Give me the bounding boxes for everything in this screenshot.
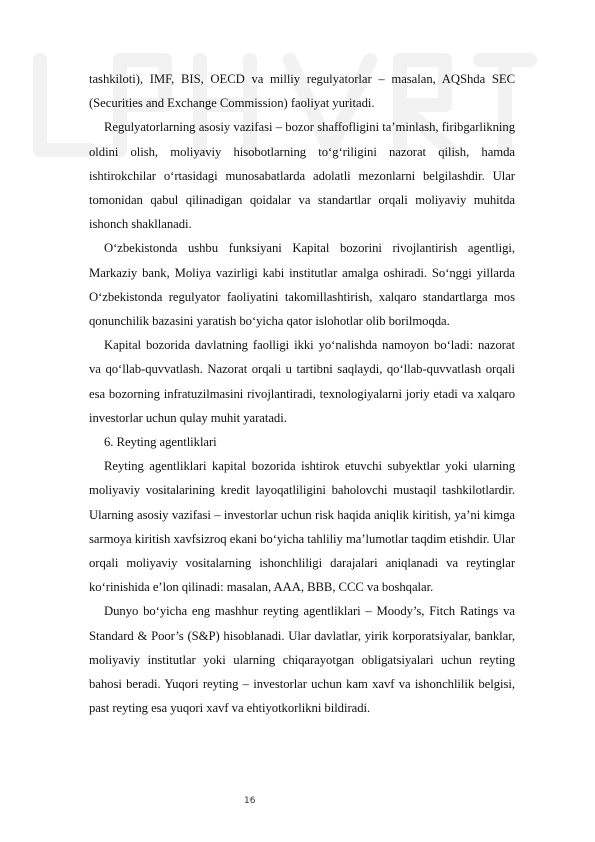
paragraph: Regulyatorlarning asosiy vazifasi – bozor shaffofligini ta’minlash, firibgarlikning oldini olish, moliyaviy hisobotlarning to‘g‘riligini nazorat qilish, hamda ishtirokchilar o‘rtasidagi munosabatlarda adolatli mezonlarni belgilashdir. Ular tomonidan qabul qilinadigan qoidalar va standartlar orqali moliyaviy muhitda ishonch shakllanadi.	[89, 120, 515, 232]
page-number: 16	[244, 796, 256, 806]
paragraph: O‘zbekistonda ushbu funksiyani Kapital bozorini rivojlantirish agentligi, Markaziy bank, Moliya vazirligi kabi institutlar amalga oshiradi. So‘nggi yillarda O‘zbekistonda regulyator faoliyatini takomillashtirish, xalqaro standartlarga mos qonunchilik bazasini yaratish bo‘yicha qator islohotlar olib borilmoqda.	[89, 241, 515, 329]
section-heading: 6. Reyting agentliklari	[104, 435, 217, 450]
paragraph: Kapital bozorida davlatning faolligi ikki yo‘nalishda namoyon bo‘ladi: nazorat va qo‘llab-quvvatlash. Nazorat orqali u tartibni saqlaydi, qo‘llab-quvvatlash orqali esa bozorning infratuzilmasini rivojlantiradi, texnologiyalarni joriy etadi va xalqaro investorlar uchun qulay muhit yaratadi.	[89, 338, 515, 425]
document-body	[89, 67, 515, 720]
paragraph: Dunyo bo‘yicha eng mashhur reyting agentliklari – Moody’s, Fitch Ratings va Standard & Poor’s (S&P) hisoblanadi. Ular davlatlar, yirik korporatsiyalar, banklar, moliyaviy institutlar yoki ularning chiqarayotgan obligatsiyalari uchun reyting bahosi beradi. Yuqori reyting – investorlar uchun kam xavf va ishonchlilik belgisi, past reyting esa yuqori xavf va ehtiyotkorlikni bildiradi.	[89, 604, 515, 716]
paragraph: Reyting agentliklari kapital bozorida ishtirok etuvchi subyektlar yoki ularning moliyaviy vositalarining kredit layoqatliligini baholovchi mustaqil tashkilotlardir. Ularning asosiy vazifasi – investorlar uchun risk haqida aniqlik kiritish, ya’ni kimga sarmoya kiritish xavfsizroq ekani bo‘yicha tahliliy ma’lumotlar taqdim etishdir. Ular orqali moliyaviy vositalarning ishonchliligi darajalari aniqlanadi va reytinglar ko‘rinishida e’lon qilinadi: masalan, AAA, BBB, CCC va boshqalar.	[89, 459, 515, 595]
paragraph: tashkiloti), IMF, BIS, OECD va milliy regulyatorlar – masalan, AQShda SEC (Securities and Exchange Commission) faoliyat yuritadi.	[89, 72, 515, 111]
